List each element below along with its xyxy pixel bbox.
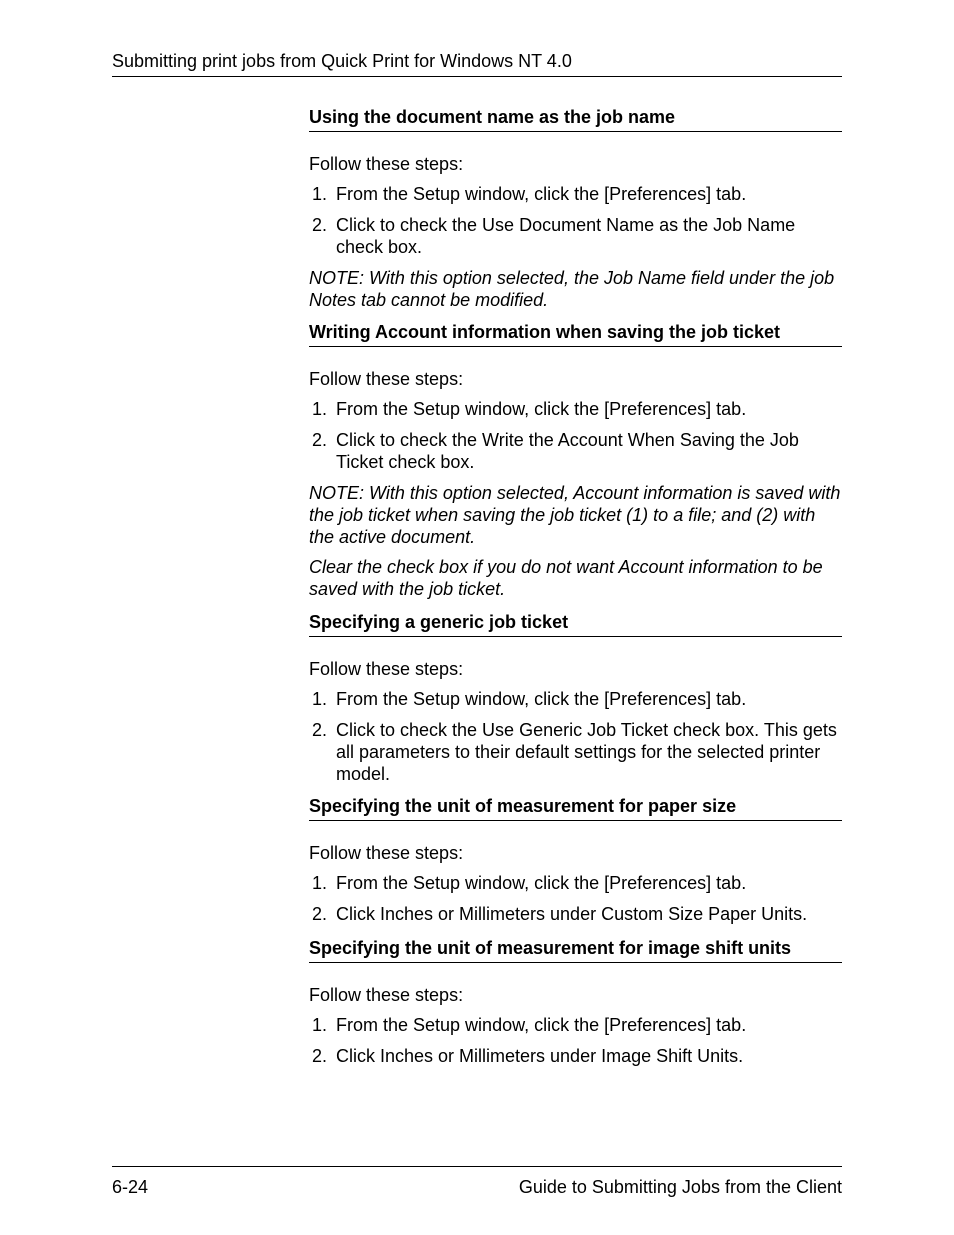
step-item [309, 1014, 842, 1036]
running-footer [112, 1166, 842, 1198]
section-intro: Follow these steps: [309, 843, 464, 863]
step-number: 1. [312, 399, 328, 419]
section-paper-size-units [309, 795, 842, 925]
page-content [309, 106, 842, 1076]
step-item [309, 688, 842, 710]
step-list [309, 398, 842, 473]
note-text: NOTE: With this option selected, the Job Name field under the job Notes tab cannot be modified. [309, 268, 835, 310]
step-list [309, 183, 842, 258]
step-item [309, 872, 842, 894]
page-number: 6-24 [112, 1177, 149, 1197]
section-generic-ticket [309, 611, 842, 785]
step-text: Click to check the Use Document Name as the Job Name check box. [336, 215, 796, 257]
step-item [309, 429, 842, 473]
section-intro: Follow these steps: [309, 659, 464, 679]
step-item [309, 398, 842, 420]
running-header [112, 50, 842, 77]
section-heading: Specifying the unit of measurement for image shift units [309, 937, 842, 963]
section-image-shift-units [309, 937, 842, 1067]
step-item [309, 719, 842, 785]
section-heading: Specifying a generic job ticket [309, 611, 842, 637]
step-text: Click to check the Write the Account When Saving the Job Ticket check box. [336, 430, 799, 472]
step-number: 2. [312, 904, 328, 924]
note-text: NOTE: With this option selected, Account information is saved with the job ticket when saving the job ticket (1) to a file; and (2) with the active document. [309, 483, 841, 547]
step-text: Click Inches or Millimeters under Image Shift Units. [336, 1046, 744, 1066]
section-heading: Specifying the unit of measurement for paper size [309, 795, 842, 821]
step-item [309, 1045, 842, 1067]
step-number: 1. [312, 184, 328, 204]
step-text: From the Setup window, click the [Preferences] tab. [336, 399, 747, 419]
step-text: From the Setup window, click the [Preferences] tab. [336, 1015, 747, 1035]
step-text: From the Setup window, click the [Preferences] tab. [336, 689, 747, 709]
step-number: 2. [312, 1046, 328, 1066]
step-list [309, 872, 842, 925]
section-intro: Follow these steps: [309, 154, 464, 174]
step-list [309, 688, 842, 785]
step-text: From the Setup window, click the [Preferences] tab. [336, 873, 747, 893]
section-account-info [309, 321, 842, 600]
section-intro: Follow these steps: [309, 369, 464, 389]
header-title: Submitting print jobs from Quick Print for Windows NT 4.0 [112, 51, 572, 71]
step-number: 1. [312, 689, 328, 709]
step-text: Click to check the Use Generic Job Ticket check box. This gets all parameters to their default settings for the selected printer model. [336, 720, 837, 784]
step-number: 1. [312, 1015, 328, 1035]
step-text: From the Setup window, click the [Preferences] tab. [336, 184, 747, 204]
footer-guide-title: Guide to Submitting Jobs from the Client [518, 1177, 842, 1197]
step-item [309, 214, 842, 258]
step-item [309, 183, 842, 205]
step-number: 2. [312, 720, 328, 740]
section-intro: Follow these steps: [309, 985, 464, 1005]
note-text: Clear the check box if you do not want Account information to be saved with the job ticket. [309, 557, 823, 599]
step-item [309, 903, 842, 925]
step-number: 1. [312, 873, 328, 893]
step-number: 2. [312, 430, 328, 450]
section-document-name [309, 106, 842, 311]
step-number: 2. [312, 215, 328, 235]
section-heading: Using the document name as the job name [309, 106, 842, 132]
step-list [309, 1014, 842, 1067]
step-text: Click Inches or Millimeters under Custom Size Paper Units. [336, 904, 808, 924]
section-heading: Writing Account information when saving the job ticket [309, 321, 842, 347]
